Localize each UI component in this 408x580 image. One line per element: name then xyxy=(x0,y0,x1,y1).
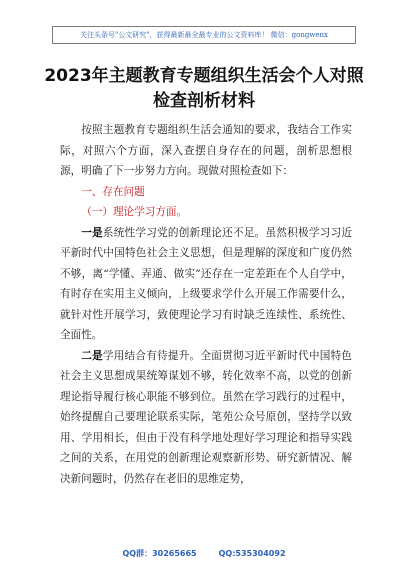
footer-contact xyxy=(0,548,408,559)
footer-qq: QQ:535304092 xyxy=(218,549,286,558)
lead-first: 一是 xyxy=(81,226,103,239)
intro-paragraph: 按照主题教育专题组织生活会通知的要求，我结合工作实际，对照六个方面，深入查摆自身存在的问题，剖析思想根源，明确了下一步努力方向。现做对照检查如下： xyxy=(60,124,352,177)
paragraph-second-point xyxy=(60,346,352,490)
subsection-heading-theory-study: （一）理论学习方面。 xyxy=(81,206,188,218)
footer-qq-group: QQ群：30265665 xyxy=(122,549,197,558)
document-title: 2023年主题教育专题组织生活会个人对照检查剖析材料 xyxy=(44,66,364,111)
paragraph-second-text: 学用结合有待提升。全面贯彻习近平新时代中国特色社会主义思想成果统筹谋划不够，转化效率不高，以党的创新理论指导履行核心职能不够到位。虽然在学习践行的过程中，始终提醒自己要理论联系实际，笔苑公众号原创，坚持学以致用、学用相长，但由于没有科学地处理好学习理论和指导实践之间的关系，在用党的创新理论观察新形势、研究新情况、解决新问题时，仍然存在老旧的思维定势， xyxy=(60,349,353,485)
section-heading-problems: 一、存在问题 xyxy=(81,185,145,198)
paragraph-first-point xyxy=(60,223,352,346)
lead-second: 二是 xyxy=(81,349,103,362)
top-banner: 关注头条号"公文研究"，获得最新最全最专业的公文资料库！ 微信：gongwenx xyxy=(52,26,356,44)
document-body xyxy=(60,120,352,489)
paragraph-first-text: 系统性学习党的创新理论还不足。虽然积极学习习近平新时代中国特色社会主义思想，但是理解的深度和广度仍然不够，离“学懂、弄通、做实”还存在一定差距在个人自学中，有时存在实用主义倾向，上级要求学什么开展工作需要什么，就针对性开展学习，致使理论学习有时缺乏连续性、系统性、全面性。 xyxy=(60,226,353,341)
